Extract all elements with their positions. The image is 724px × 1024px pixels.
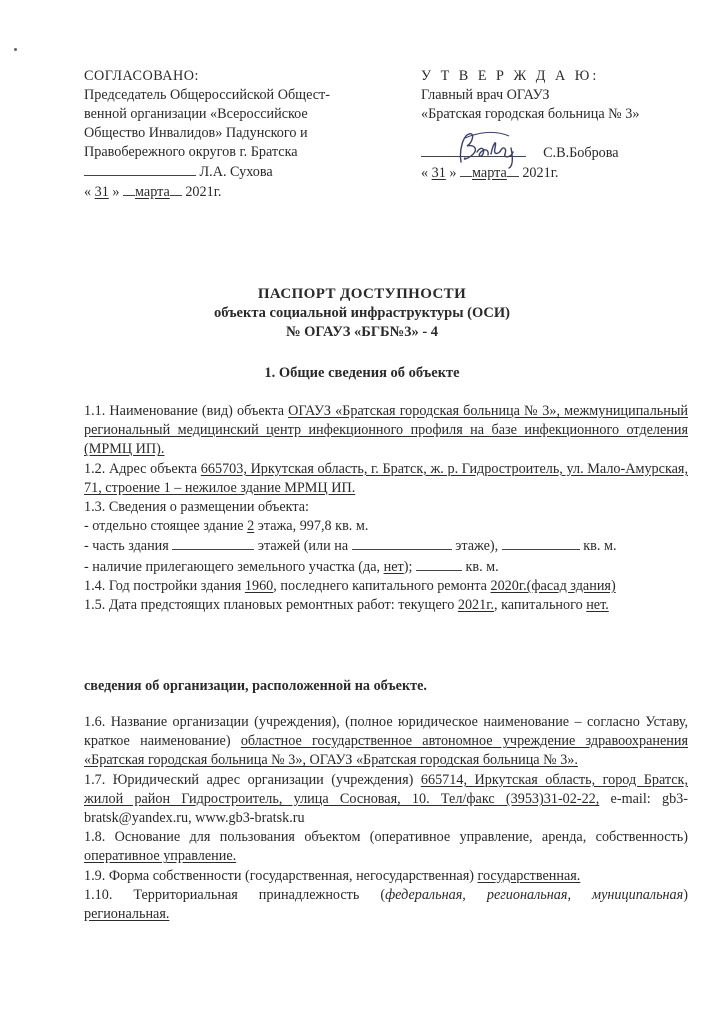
approved-date: « 31 » марта 2021г. [421, 165, 559, 181]
agreed-date-day: 31 [94, 184, 109, 200]
agreed-header: СОГЛАСОВАНО: [84, 68, 199, 84]
item-1-6: 1.6. Название организации (учреждения), (полное юридическое наименование – согласно Уставу, краткое наименование) областное государственное автономное учреждение здравоохранения «Братская городская больница № 3», ОГАУЗ «Братская городская больница № 3». [84, 714, 688, 769]
doc-number: № ОГАУЗ «БГБ№3» - 4 [285, 324, 439, 340]
approval-block-agreed [84, 67, 384, 202]
item-1-1: 1.1. Наименование (вид) объекта ОГАУЗ «Братская городская больница № 3», межмуниципальный региональный медицинский центр инфекционного профиля на базе инфекционного отделения (МРМЦ ИП). [84, 403, 688, 458]
section-org-body [84, 713, 688, 924]
item-1-5: 1.5. Дата предстоящих плановых ремонтных работ: текущего 2021г., капитального нет. [84, 597, 609, 614]
item-1-10: 1.10. Территориальная принадлежность (федеральная, региональная, муниципальная) региональная. [84, 886, 688, 923]
item-1-2: 1.2. Адрес объекта 665703, Иркутская область, г. Братск, ж. р. Гидростроитель, ул. Мало-Амурская, 71, строение 1 – нежилое здание МРМЦ ИП. [84, 460, 688, 496]
item-1-3-c: - наличие прилегающего земельного участка (да, нет); кв. м. [84, 558, 499, 575]
section-org-title: сведения об организации, расположенной на объекте. [84, 678, 427, 694]
item-1-8: 1.8. Основание для пользования объектом (оперативное управление, аренда, собственность) оперативное управление. [84, 829, 688, 865]
section-general-title: 1. Общие сведения об объекте [264, 365, 460, 381]
doc-subtitle: объекта социальной инфраструктуры (ОСИ) [213, 305, 511, 321]
agreed-signatory: Л.А. Сухова [199, 164, 273, 180]
item-1-3: 1.3. Сведения о размещении объекта: [84, 499, 309, 516]
agreed-line-1: Председатель Общероссийской Общест- [84, 87, 330, 103]
section-general-body [84, 402, 688, 615]
agreed-signature-line [84, 162, 384, 182]
item-1-9: 1.9. Форма собственности (государственная, негосударственная) государственная. [84, 867, 581, 884]
approved-date-year: 2021г. [522, 165, 559, 181]
approved-date-month: марта [472, 165, 507, 181]
agreed-line-4: Правобережного округов г. Братска [84, 144, 298, 160]
approved-header: У Т В Е Р Ж Д А Ю: [421, 68, 600, 84]
item-1-3-a: - отдельно стоящее здание 2 этажа, 997,8 кв. м. [84, 518, 369, 535]
item-1-3-b: - часть здания этажей (или на этаже), кв. м. [84, 538, 617, 555]
agreed-date-month: марта [135, 184, 170, 200]
approved-signatory: С.В.Боброва [543, 145, 619, 161]
doc-title: ПАСПОРТ ДОСТУПНОСТИ [257, 286, 467, 302]
approved-line-2: «Братская городская больница № 3» [421, 106, 640, 122]
agreed-line-3: Общество Инвалидов» Падунского и [84, 125, 308, 141]
handwritten-signature [455, 128, 525, 170]
agreed-date-year: 2021г. [185, 184, 222, 200]
scan-speck [14, 48, 17, 51]
approved-date-day: 31 [431, 165, 446, 181]
item-1-4: 1.4. Год постройки здания 1960, последнего капитального ремонта 2020г.(фасад здания) [84, 577, 616, 594]
item-1-7: 1.7. Юридический адрес организации (учреждения) 665714, Иркутская область, город Братск, жилой район Гидростроитель, улица Сосновая, 10. Тел/факс (3953)31-02-22, e-mail: gb3-bratsk@yandex.ru, www.gb3-bratsk.ru [84, 771, 688, 827]
signature-blank [84, 162, 196, 176]
approved-line-1: Главный врач ОГАУЗ [421, 87, 550, 103]
agreed-date: « 31 » марта 2021г. [84, 184, 222, 200]
agreed-line-2: венной организации «Всероссийское [84, 106, 308, 122]
